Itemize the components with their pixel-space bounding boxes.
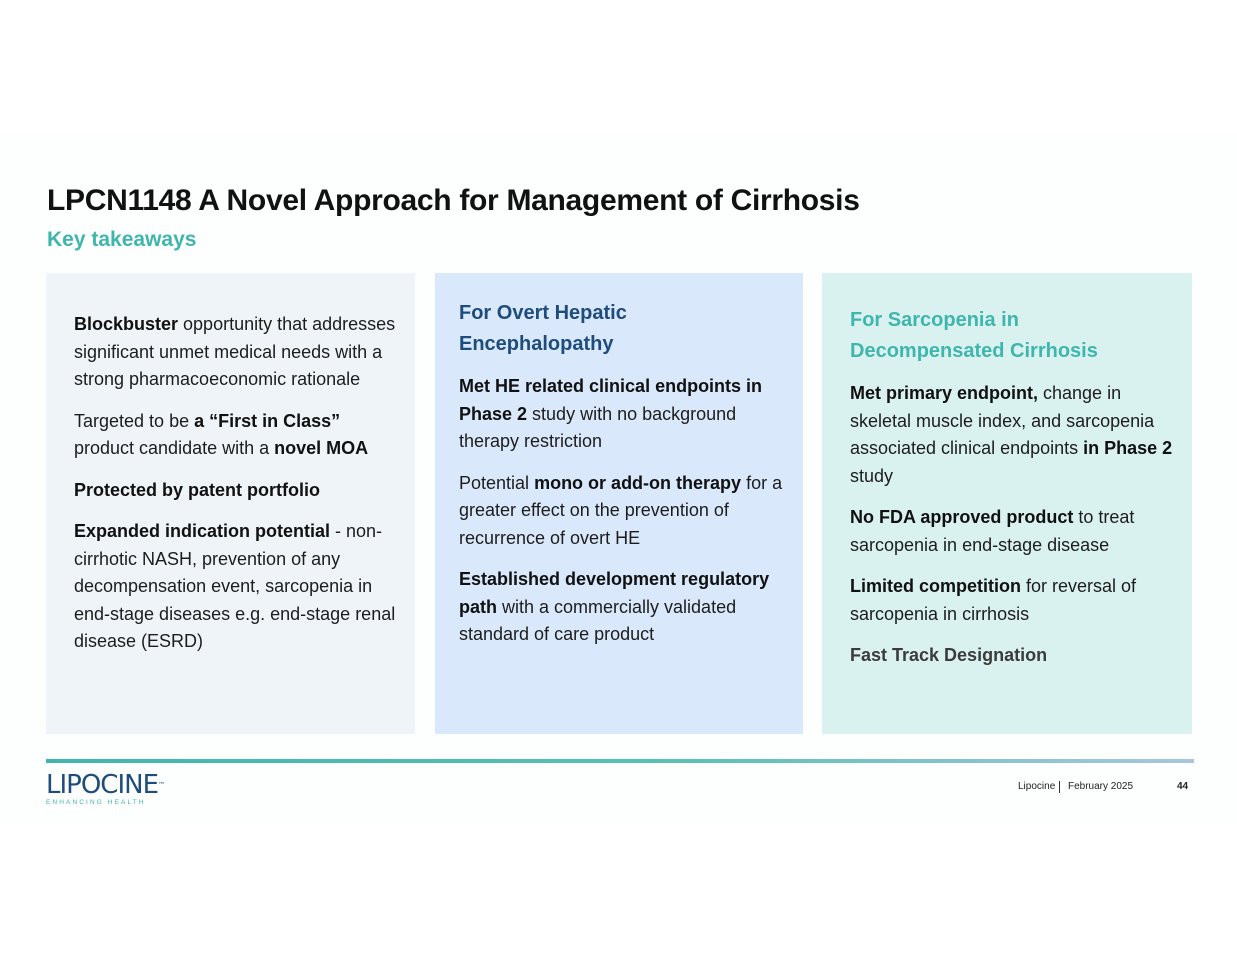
card-heading-he: For Overt Hepatic Encephalopathy [459,302,627,355]
takeaway-sarc-endpoint: Met primary endpoint, change in skeletal muscle index, and sarcopenia associated clinical endpoints in Phase 2 study [850,383,1173,486]
footer-company: Lipocine [1018,781,1060,793]
takeaway-card-general [46,273,415,734]
takeaway-card-he [435,273,803,734]
takeaway-blockbuster: Blockbuster opportunity that addresses significant unmet medical needs with a strong pharmacoeconomic rationale [74,314,396,389]
logo-wordmark: LIPOCINE [46,770,158,800]
takeaway-patent: Protected by patent portfolio [74,479,321,500]
footer-divider [46,759,1194,763]
page-subtitle: Key takeaways [47,228,197,251]
takeaway-he-therapy: Potential mono or add-on therapy for a greater effect on the prevention of recurrence of overt HE [459,472,783,548]
takeaway-sarc-fast-track: Fast Track Designation [850,645,1048,665]
page-number: 44 [1177,781,1189,792]
takeaway-expanded-indication: Expanded indication potential - non-cirrhotic NASH, prevention of any decompensation event, sarcopenia in end-stage diseases e.g. end-stage renal disease (ESRD) [74,521,396,651]
takeaway-card-sarcopenia [822,273,1192,734]
logo-tagline: ENHANCING HEALTH [46,799,146,806]
logo-trademark: ™ [158,781,164,789]
takeaway-sarc-competition: Limited competition for reversal of sarcopenia in cirrhosis [850,576,1137,624]
company-logo [46,772,164,806]
footer-date: February 2025 [1068,781,1134,792]
takeaway-he-regulatory: Established development regulatory path with a commercially validated standard of care product [459,569,770,644]
takeaway-first-in-class: Targeted to be a “First in Class” product candidate with a novel MOA [74,410,369,458]
takeaway-sarc-no-fda: No FDA approved product to treat sarcopenia in end-stage disease [850,507,1135,555]
card-heading-sarcopenia: For Sarcopenia in Decompensated Cirrhosis [850,309,1098,362]
takeaway-he-endpoints: Met HE related clinical endpoints in Phase 2 study with no background therapy restriction [459,376,763,451]
page-title: LPCN1148 A Novel Approach for Management of Cirrhosis [47,184,860,217]
